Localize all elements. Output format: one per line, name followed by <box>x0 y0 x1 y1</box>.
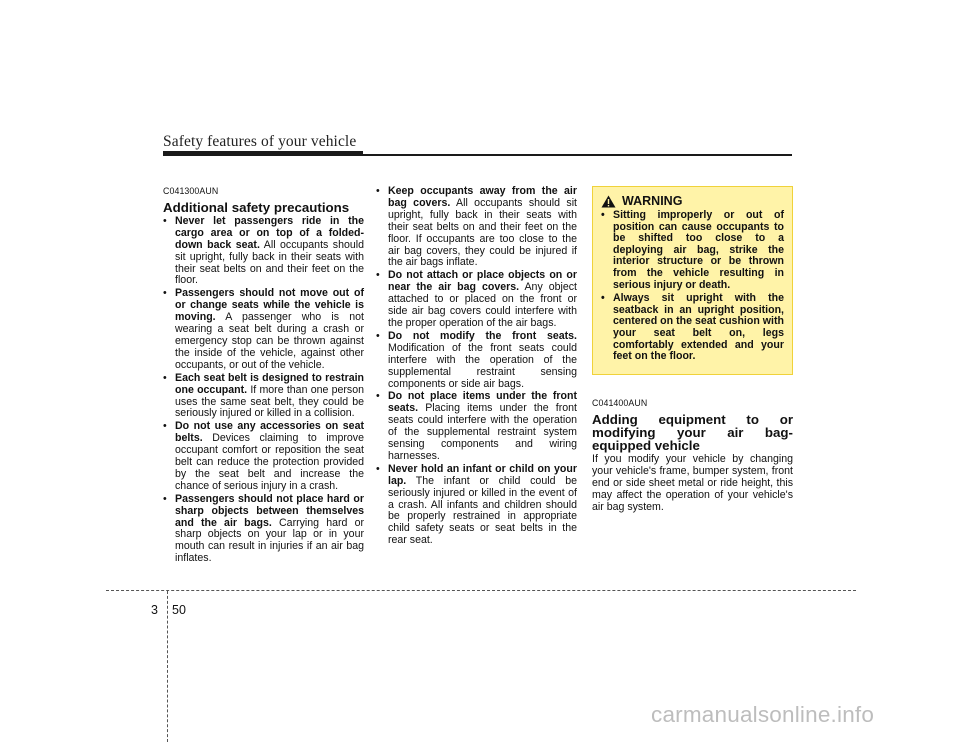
section-code: C041400AUN <box>592 398 648 408</box>
section-heading: Additional safety precautions <box>163 199 350 215</box>
footer-vertical-divider <box>167 591 168 742</box>
item-text: The infant or child could be seriously injured or killed in the event of a crash. All infants and children should be properly restrained in appropriate child safety seats or seat belts in the rear seat. <box>388 474 577 547</box>
warning-triangle-icon <box>601 195 616 208</box>
header-title: Safety features of your vehicle <box>163 133 357 150</box>
footer-divider <box>106 590 856 591</box>
list-item: • Never hold an infant or child on your lap. The infant or child could be seriously injured or killed in the event of a crash. All infants and children should be properly restrained in appropriate child safety seats or seat belts in the rear seat. <box>376 462 577 547</box>
precautions-list <box>163 216 364 565</box>
item-bold: Each seat belt is designed to restrain one occupant. <box>175 371 364 396</box>
item-text: Placing items under the front seats could interfere with the operation of the supplemental restraint system sensing components and wiring harnesses. <box>388 402 577 462</box>
list-item: • Always sit upright with the seatback in an upright position, centered on the seat cushion with your seat belt on, legs comfortably extended and your feet on the floor. <box>601 292 784 363</box>
section-heading: Adding equipment to or modifying your air bag-equipped vehicle <box>592 411 793 453</box>
item-text: Any object attached to or placed on the front or side air bag covers could interfere with the proper operation of the air bags. <box>388 281 577 329</box>
list-item: • Sitting improperly or out of position can cause occupants to be shifted too close to a deploying air bag, strike the interior structure or be thrown from the vehicle resulting in serious injury or death. <box>601 209 784 291</box>
list-item: • Keep occupants away from the air bag covers. All occupants should sit upright, fully back in their seats with their seat belts on and their feet on the floor. If occupants are too close to the air bag covers, they could be injured if the air bags inflate. <box>376 185 577 269</box>
warning-box <box>592 186 793 375</box>
item-bold: Never let passengers ride in the cargo area or on top of a folded-down back seat. <box>175 214 364 251</box>
airbag-precautions-list <box>376 186 577 547</box>
warning-list <box>601 210 784 363</box>
section-code: C041300AUN <box>163 186 219 196</box>
watermark: carmanualsonline.info <box>651 702 875 727</box>
warning-text: Sitting improperly or out of position can cause occupants to be shifted too close to a deploying air bag, strike the interior structure or be thrown from the vehicle resulting in serious injury or death. <box>613 209 784 291</box>
list-item: • Passengers should not move out of or change seats while the vehicle is moving. A passenger who is not wearing a seat belt during a crash or emergency stop can be thrown against the inside of the vehicle, against other occupants, or out of the vehicle. <box>163 287 364 371</box>
section-body: If you modify your vehicle by changing your vehicle's frame, bumper system, front end or side sheet metal or ride height, this may affect the operation of your vehicle's air bag system. <box>592 452 793 513</box>
page-number: 50 <box>172 603 186 617</box>
item-text: Carrying hard or sharp objects on your lap or in your mouth can result in injuries if an air bag inflates. <box>175 516 365 565</box>
list-item: • Do not place items under the front seats. Placing items under the front seats could interfere with the operation of the supplemental restraint system sensing components and wiring harnesses. <box>376 390 577 462</box>
section-number: 3 <box>151 603 158 617</box>
item-text: Modification of the front seats could interfere with the operation of the supplemental restraint sensing components or side air bags. <box>388 341 577 390</box>
warning-text: Always sit upright with the seatback in an upright position, centered on the seat cushion with your seat belt on, legs comfortably extended and your feet on the floor. <box>613 292 784 363</box>
item-bold: Passengers should not place hard or sharp objects between themselves and the air bags. <box>175 492 364 529</box>
item-bold: Never hold an infant or child on your lap. <box>388 462 577 487</box>
item-bold: Passengers should not move out of or change seats while the vehicle is moving. <box>175 287 364 324</box>
item-text: A passenger who is not wearing a seat belt during a crash or emergency stop can be thrown against the inside of the vehicle, against other occupants, or out of the vehicle. <box>175 311 364 371</box>
left-column <box>163 186 364 566</box>
list-item: • Each seat belt is designed to restrain one occupant. If more than one person uses the same seat belt, they could be seriously injured or killed in a collision. <box>163 371 364 420</box>
list-item: • Never let passengers ride in the cargo area or on top of a folded-down back seat. All occupants should sit upright, fully back in their seats with their seat belts on and their feet on the floor. <box>163 214 364 287</box>
item-text: If more than one person uses the same seat belt, they could be seriously injured or killed in a collision. <box>175 383 364 420</box>
item-bold: Do not modify the front seats. <box>388 329 577 342</box>
list-item: • Do not modify the front seats. Modification of the front seats could interfere with the operation of the supplemental restraint sensing components or side air bags. <box>376 329 577 390</box>
header-bar-thin <box>163 154 792 156</box>
item-text: All occupants should sit upright, fully back in their seats with their seat belts on and their feet on the floor. If occupants are too close to the air bag covers, they could be injured if the air bags inflate. <box>388 196 577 269</box>
item-bold: Keep occupants away from the air bag covers. <box>388 185 577 209</box>
warning-header <box>601 195 784 208</box>
warning-title: WARNING <box>622 193 683 208</box>
list-item: • Do not attach or place objects on or near the air bag covers. Any object attached to or placed on the front or side air bag covers could interfere with the proper operation of the air bags. <box>376 269 577 329</box>
item-text: All occupants should sit upright, fully back in their seats with their seat belts on and their feet on the floor. <box>175 238 364 287</box>
item-bold: Do not place items under the front seats. <box>388 390 577 415</box>
item-text: Devices claiming to improve occupant comfort or reposition the seat belt can reduce the protection provided by the seat belt and increase the chance of serious injury in a crash. <box>175 432 364 492</box>
list-item: • Do not use any accessories on seat belts. Devices claiming to improve occupant comfort or reposition the seat belt can reduce the protection provided by the seat belt and increase the chance of serious injury in a crash. <box>163 420 364 492</box>
right-column <box>592 186 793 513</box>
item-bold: Do not use any accessories on seat belts. <box>175 420 364 445</box>
list-item: • Passengers should not place hard or sharp objects between themselves and the air bags. Carrying hard or sharp objects on your lap or in your mouth can result in injuries if an air bag inflates. <box>163 492 365 565</box>
middle-column <box>376 186 577 548</box>
item-bold: Do not attach or place objects on or near the air bag covers. <box>388 269 577 294</box>
